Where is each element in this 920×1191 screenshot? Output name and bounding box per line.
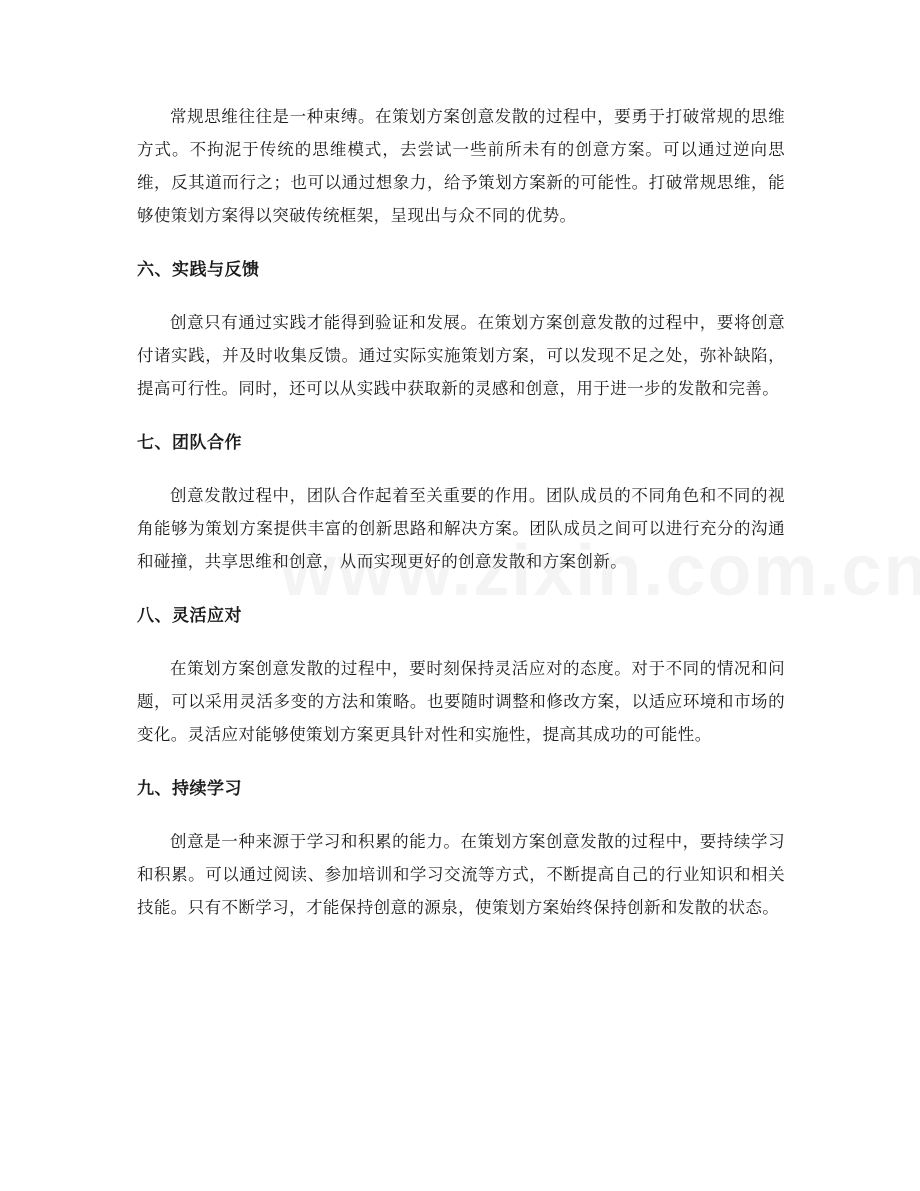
heading-team-cooperation: 七、团队合作 — [137, 433, 242, 453]
heading-practice-feedback: 六、实践与反馈 — [137, 260, 260, 280]
paragraph-break-conventional-thinking: 常规思维往往是一种束缚。在策划方案创意发散的过程中，要勇于打破常规的思维方式。不拘泥于传统的思维模式，去尝试一些前所未有的创意方案。可以通过逆向思维，反其道而行之；也可以通过想象力，给予策划方案新的可能性。打破常规思维，能够使策划方案得以突破传统框架，呈现出与众不同的优势。 — [137, 107, 785, 225]
paragraph-continuous-learning: 创意是一种来源于学习和积累的能力。在策划方案创意发散的过程中，要持续学习和积累。可以通过阅读、参加培训和学习交流等方式，不断提高自己的行业知识和相关技能。只有不断学习，才能保持创意的源泉，使策划方案始终保持创新和发散的状态。 — [137, 832, 785, 917]
paragraph-practice-feedback: 创意只有通过实践才能得到验证和发展。在策划方案创意发散的过程中，要将创意付诸实践，并及时收集反馈。通过实际实施策划方案，可以发现不足之处，弥补缺陷，提高可行性。同时，还可以从实践中获取新的灵感和创意，用于进一步的发散和完善。 — [137, 313, 785, 398]
paragraph-team-cooperation: 创意发散过程中，团队合作起着至关重要的作用。团队成员的不同角色和不同的视角能够为策划方案提供丰富的创新思路和解决方案。团队成员之间可以进行充分的沟通和碰撞，共享思维和创意，从而实现更好的创意发散和方案创新。 — [137, 486, 785, 571]
document-content — [137, 100, 785, 947]
heading-flexible-response: 八、灵活应对 — [137, 606, 242, 626]
paragraph-flexible-response: 在策划方案创意发散的过程中，要时刻保持灵活应对的态度。对于不同的情况和问题，可以采用灵活多变的方法和策略。也要随时调整和修改方案，以适应环境和市场的变化。灵活应对能够使策划方案更具针对性和实施性，提高其成功的可能性。 — [137, 659, 785, 744]
heading-continuous-learning: 九、持续学习 — [137, 779, 242, 799]
